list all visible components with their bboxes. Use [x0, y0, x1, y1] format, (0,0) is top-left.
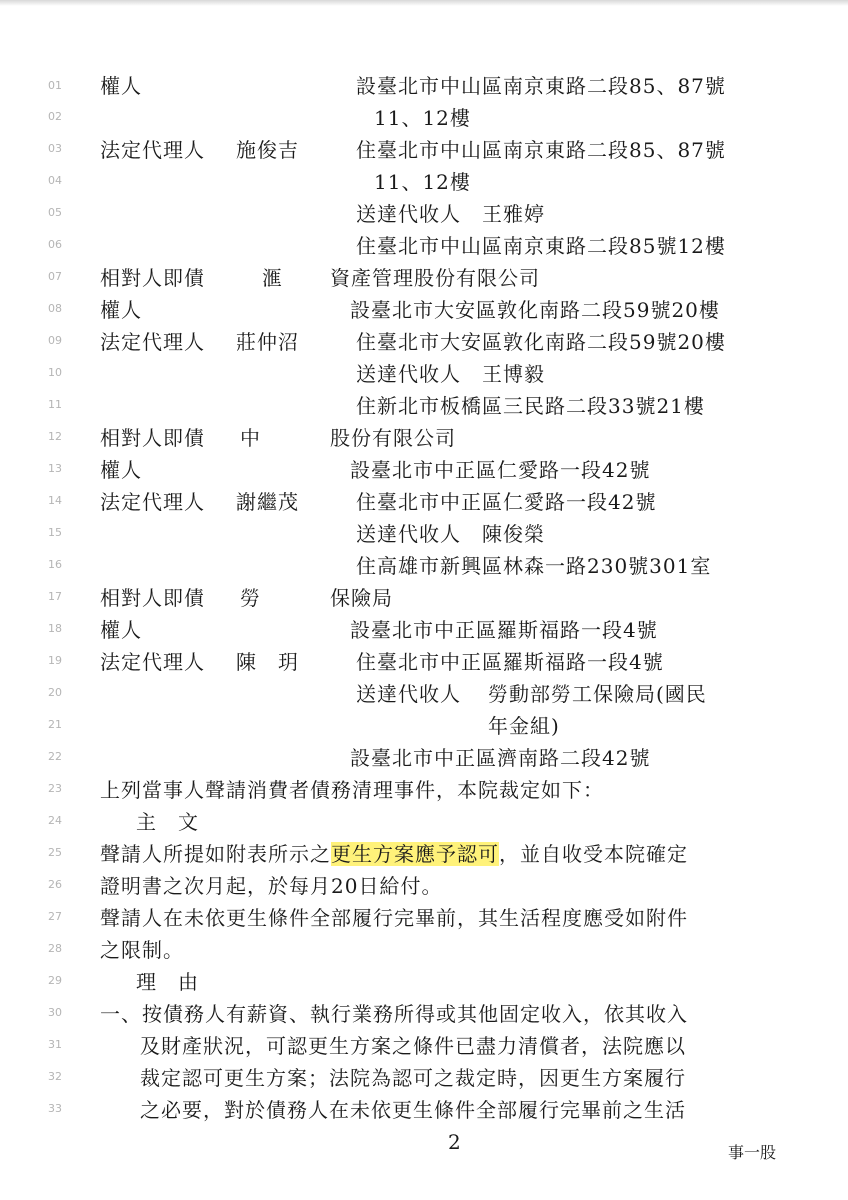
line-number: 29 [48, 974, 62, 987]
main-text: 聲請人在未依更生條件全部履行完畢前，其生活程度應受如附件 [100, 906, 688, 930]
line-number: 08 [48, 302, 62, 315]
party-address: 設臺北市中正區仁愛路一段42號 [350, 458, 651, 482]
line-number: 04 [48, 174, 62, 187]
line-number: 18 [48, 622, 62, 635]
party-role: 法定代理人 [100, 490, 205, 514]
party-name: 保險局 [330, 586, 393, 610]
service-agent-label: 送達代收人 [356, 682, 461, 706]
main-heading: 主 文 [136, 810, 199, 834]
party-address: 住臺北市中山區南京東路二段85、87號 [356, 138, 726, 162]
service-agent: 勞動部勞工保險局(國民 [488, 682, 707, 706]
line-number: 16 [48, 558, 62, 571]
line-number: 21 [48, 718, 62, 731]
line-number: 14 [48, 494, 62, 507]
party-role: 權人 [100, 458, 142, 482]
party-role: 權人 [100, 74, 142, 98]
main-text [100, 842, 688, 866]
line-number: 24 [48, 814, 62, 827]
party-role: 法定代理人 [100, 138, 205, 162]
party-role: 相對人即債 [100, 266, 205, 290]
main-text-b: ，並自收受本院確定 [499, 842, 688, 866]
line-number: 07 [48, 270, 62, 283]
party-address: 住臺北市中山區南京東路二段85號12樓 [356, 234, 726, 258]
page-number: 2 [448, 1130, 461, 1154]
highlighted-text: 更生方案應予認可 [331, 842, 499, 866]
party-address: 設臺北市大安區敦化南路二段59號20樓 [350, 298, 720, 322]
section-tag: 事一股 [728, 1143, 777, 1162]
party-role: 權人 [100, 618, 142, 642]
line-number: 19 [48, 654, 62, 667]
party-role: 法定代理人 [100, 650, 205, 674]
line-number: 06 [48, 238, 62, 251]
reason-text: 及財產狀況，可認更生方案之條件已盡力清償者，法院應以 [140, 1034, 686, 1058]
line-number: 03 [48, 142, 62, 155]
party-name: 中 [240, 426, 261, 450]
party-name: 施俊吉 [236, 138, 299, 162]
party-name: 資產管理股份有限公司 [330, 266, 540, 290]
party-address: 11、12樓 [374, 106, 471, 130]
party-name: 謝繼茂 [236, 490, 299, 514]
party-name: 陳 玥 [236, 650, 299, 674]
line-number: 25 [48, 846, 62, 859]
party-address: 設臺北市中正區濟南路二段42號 [350, 746, 651, 770]
line-number: 33 [48, 1102, 62, 1115]
reason-text: 之必要，對於債務人在未依更生條件全部履行完畢前之生活 [140, 1098, 686, 1122]
line-number: 17 [48, 590, 62, 603]
reason-text: 裁定認可更生方案；法院為認可之裁定時，因更生方案履行 [140, 1066, 686, 1090]
party-address: 設臺北市中正區羅斯福路一段4號 [350, 618, 658, 642]
line-number: 23 [48, 782, 62, 795]
party-address: 11、12樓 [374, 170, 471, 194]
line-number: 20 [48, 686, 62, 699]
line-number: 10 [48, 366, 62, 379]
party-address: 住臺北市中正區羅斯福路一段4號 [356, 650, 664, 674]
line-number: 12 [48, 430, 62, 443]
line-number: 05 [48, 206, 62, 219]
line-number: 15 [48, 526, 62, 539]
intro-sentence: 上列當事人聲請消費者債務清理事件，本院裁定如下： [100, 778, 604, 802]
main-text-a: 聲請人所提如附表所示之 [100, 842, 331, 866]
line-number: 13 [48, 462, 62, 475]
scan-edge [0, 0, 848, 6]
line-number: 09 [48, 334, 62, 347]
line-number: 27 [48, 910, 62, 923]
line-number: 11 [48, 398, 62, 411]
party-address: 住臺北市中正區仁愛路一段42號 [356, 490, 657, 514]
party-role: 相對人即債 [100, 426, 205, 450]
party-role: 相對人即債 [100, 586, 205, 610]
reason-heading: 理 由 [136, 970, 199, 994]
line-number: 32 [48, 1070, 62, 1083]
party-name: 滙 [262, 266, 283, 290]
party-name: 股份有限公司 [330, 426, 456, 450]
reason-text: 一、按債務人有薪資、執行業務所得或其他固定收入，依其收入 [100, 1002, 688, 1026]
line-number: 26 [48, 878, 62, 891]
line-number: 22 [48, 750, 62, 763]
party-role: 權人 [100, 298, 142, 322]
party-address: 住新北市板橋區三民路二段33號21樓 [356, 394, 705, 418]
service-agent: 送達代收人 王雅婷 [356, 202, 545, 226]
service-agent: 送達代收人 陳俊榮 [356, 522, 545, 546]
service-agent: 年金組) [488, 714, 560, 738]
line-number: 30 [48, 1006, 62, 1019]
line-number: 28 [48, 942, 62, 955]
main-text: 之限制。 [100, 938, 184, 962]
party-role: 法定代理人 [100, 330, 205, 354]
main-text: 證明書之次月起，於每月20日給付。 [100, 874, 443, 898]
party-name: 莊仲沼 [236, 330, 299, 354]
line-number: 31 [48, 1038, 62, 1051]
service-agent: 送達代收人 王博毅 [356, 362, 545, 386]
line-number: 01 [48, 79, 62, 92]
party-address: 設臺北市中山區南京東路二段85、87號 [356, 74, 726, 98]
party-address: 住高雄市新興區林森一路230號301室 [356, 554, 712, 578]
party-name: 勞 [240, 586, 261, 610]
line-number: 02 [48, 110, 62, 123]
party-address: 住臺北市大安區敦化南路二段59號20樓 [356, 330, 726, 354]
